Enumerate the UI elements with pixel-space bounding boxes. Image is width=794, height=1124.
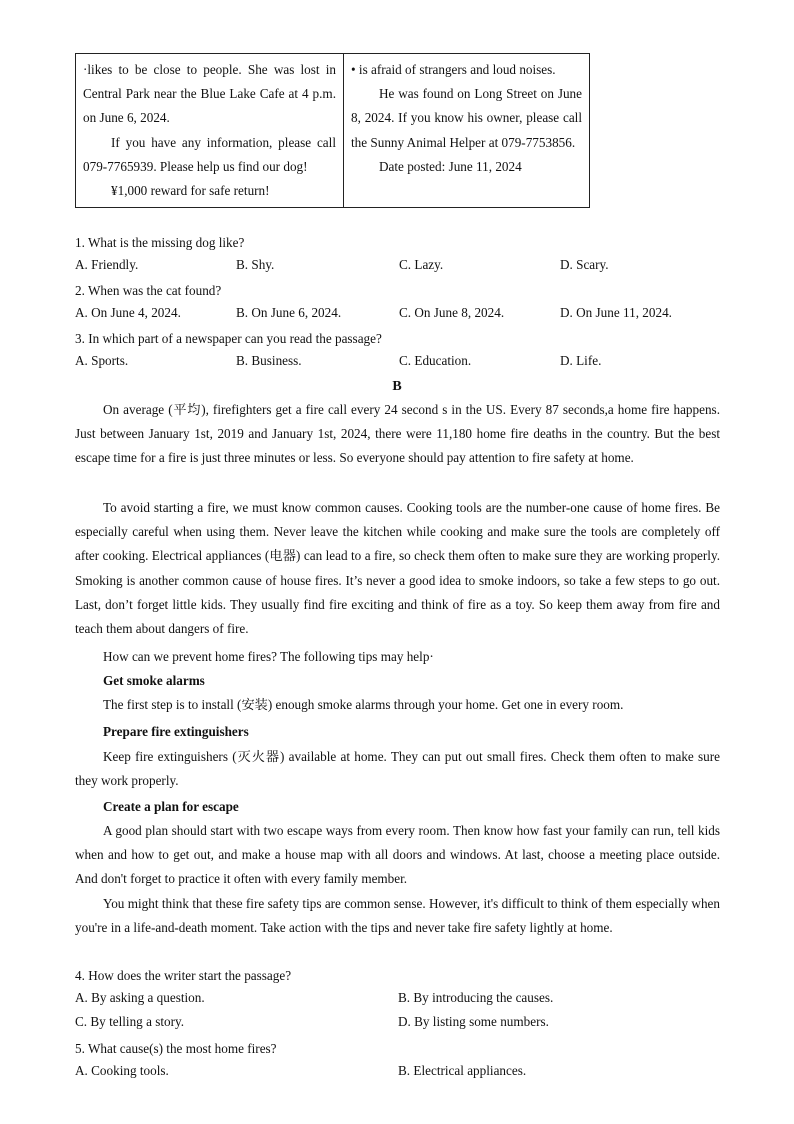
heading-escape-plan: Create a plan for escape bbox=[103, 799, 239, 814]
found-cat-bullet: • is afraid of strangers and loud noises. bbox=[351, 62, 556, 77]
option-d: D. By listing some numbers. bbox=[398, 1014, 549, 1029]
option-c: C. On June 8, 2024. bbox=[399, 305, 505, 320]
heading-smoke-alarms: Get smoke alarms bbox=[103, 673, 205, 688]
question-3: 3. In which part of a newspaper can you read the passage? bbox=[75, 331, 382, 346]
option-a: A. Sports. bbox=[75, 353, 129, 368]
question-2-options bbox=[75, 305, 720, 325]
option-c: C. Education. bbox=[399, 353, 472, 368]
found-cat-date: Date posted: June 11, 2024 bbox=[379, 158, 522, 174]
found-cat-notice bbox=[344, 54, 589, 207]
option-d: D. On June 11, 2024. bbox=[560, 305, 672, 320]
option-b: B. Shy. bbox=[236, 257, 275, 272]
lost-dog-reward: ¥1,000 reward for safe return! bbox=[111, 183, 270, 199]
option-a: A. Cooking tools. bbox=[75, 1063, 169, 1078]
option-b: B. By introducing the causes. bbox=[398, 990, 554, 1005]
option-b: B. On June 6, 2024. bbox=[236, 305, 342, 320]
option-b: B. Business. bbox=[236, 353, 302, 368]
question-1-options bbox=[75, 257, 720, 277]
lost-dog-contact: If you have any information, please call 079-7765939. Please help us find our dog! bbox=[83, 134, 336, 174]
question-5-options bbox=[75, 1063, 720, 1083]
paragraph-5: Keep fire extinguishers (灭火器) available at home. They can put out small fires. Check them often to make sure they work properly. bbox=[75, 749, 720, 789]
paragraph-7: You might think that these fire safety tips are common sense. However, it's difficult to think of them especially when you're in a life-and-death moment. Take action with the tips and never take fire safety lightly at home. bbox=[75, 896, 720, 936]
found-cat-contact: He was found on Long Street on June 8, 2024. If you know his owner, please call the Sunny Animal Helper at 079-7753856. bbox=[351, 86, 582, 150]
paragraph-6: A good plan should start with two escape ways from every room. Then know how fast your family can run, tell kids when and how to get out, and make a house map with all doors and windows. At last, choose a meeting place outside. And don't forget to practice it often with every family member. bbox=[75, 823, 720, 887]
paragraph-1: On average (平均), firefighters get a fire call every 24 second s in the US. Every 87 seconds,a home fire happens. Just between January 1st, 2019 and January 1st, 2024, there were 11,180 home fire deaths in the country. But the best escape time for a fire is just three minutes or less. So everyone should pay attention to fire safety at home. bbox=[75, 402, 720, 466]
question-4-options-row-1 bbox=[75, 990, 720, 1010]
notice-table bbox=[75, 53, 590, 208]
option-c: C. By telling a story. bbox=[75, 1014, 185, 1029]
question-4-options-row-2 bbox=[75, 1014, 720, 1034]
option-a: A. By asking a question. bbox=[75, 990, 205, 1005]
paragraph-4: The first step is to install (安装) enough smoke alarms through your home. Get one in every room. bbox=[103, 697, 624, 712]
question-2: 2. When was the cat found? bbox=[75, 283, 222, 298]
question-5: 5. What cause(s) the most home fires? bbox=[75, 1041, 277, 1056]
option-b: B. Electrical appliances. bbox=[398, 1063, 527, 1078]
question-3-options bbox=[75, 353, 720, 373]
question-1: 1. What is the missing dog like? bbox=[75, 235, 245, 250]
paragraph-2: To avoid starting a fire, we must know common causes. Cooking tools are the number-one cause of home fires. Be especially careful when using them. Never leave the kitchen while cooking and make sure the tools are completely off after cooking. Electrical appliances (电器) can lead to a fire, so check them often to make sure they are working properly. Smoking is another common cause of house fires. It’s never a good idea to smoke indoors, so take a few steps to go out. Last, don’t forget little kids. They usually find fire exciting and think of fire as a toy. So keep them away from fire and teach them about dangers of fire. bbox=[75, 500, 720, 637]
lost-dog-notice bbox=[76, 54, 344, 207]
section-b-title: B bbox=[392, 379, 402, 394]
option-a: A. Friendly. bbox=[75, 257, 139, 272]
paragraph-3: How can we prevent home fires? The following tips may help· bbox=[103, 649, 434, 664]
heading-fire-extinguishers: Prepare fire extinguishers bbox=[103, 724, 249, 739]
option-d: D. Life. bbox=[560, 353, 602, 368]
option-a: A. On June 4, 2024. bbox=[75, 305, 181, 320]
lost-dog-description: ·likes to be close to people. She was lost in Central Park near the Blue Lake Cafe at 4 p.m. on June 6, 2024. bbox=[83, 62, 336, 126]
option-d: D. Scary. bbox=[560, 257, 609, 272]
option-c: C. Lazy. bbox=[399, 257, 444, 272]
question-4: 4. How does the writer start the passage? bbox=[75, 968, 292, 983]
